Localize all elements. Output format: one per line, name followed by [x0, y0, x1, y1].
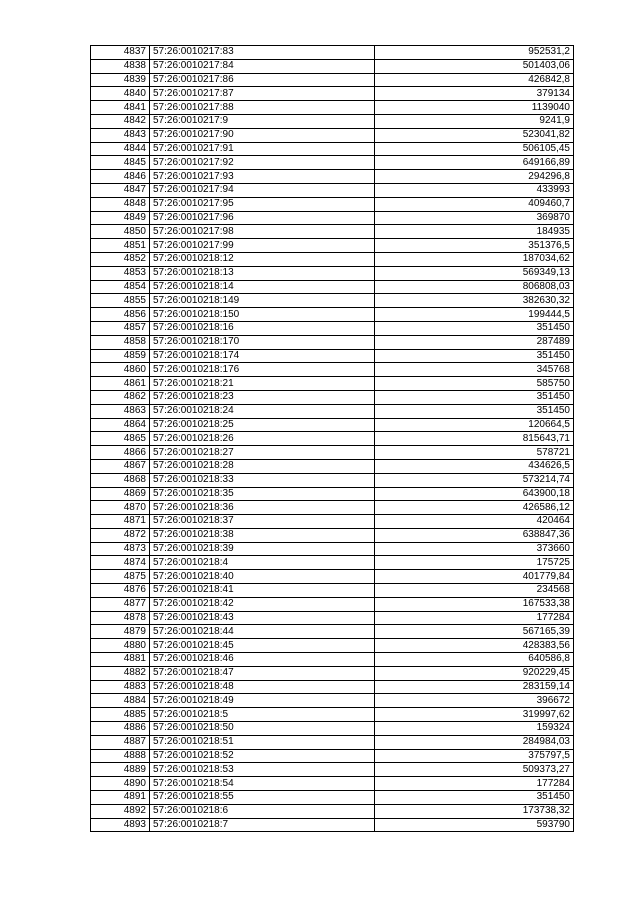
row-number-cell: 4862 [91, 390, 150, 404]
row-number-cell: 4867 [91, 459, 150, 473]
table-row [91, 142, 574, 156]
row-number-cell: 4877 [91, 597, 150, 611]
table-row [91, 280, 574, 294]
table-row [91, 294, 574, 308]
value-cell: 319997,62 [375, 708, 574, 722]
table-row [91, 749, 574, 763]
row-number-cell: 4841 [91, 101, 150, 115]
row-number-cell: 4885 [91, 708, 150, 722]
row-number-cell: 4876 [91, 584, 150, 598]
value-cell: 173738,32 [375, 804, 574, 818]
cadastral-number-cell: 57:26:0010218:37 [150, 515, 375, 529]
row-number-cell: 4843 [91, 128, 150, 142]
row-number-cell: 4849 [91, 211, 150, 225]
value-cell: 159324 [375, 722, 574, 736]
row-number-cell: 4868 [91, 473, 150, 487]
table-row [91, 611, 574, 625]
value-cell: 426586,12 [375, 501, 574, 515]
row-number-cell: 4864 [91, 418, 150, 432]
cadastral-number-cell: 57:26:0010218:12 [150, 252, 375, 266]
table-row [91, 570, 574, 584]
cadastral-number-cell: 57:26:0010218:16 [150, 321, 375, 335]
cadastral-number-cell: 57:26:0010218:149 [150, 294, 375, 308]
table-row [91, 528, 574, 542]
value-cell: 167533,38 [375, 597, 574, 611]
row-number-cell: 4860 [91, 363, 150, 377]
table-row [91, 308, 574, 322]
cadastral-number-cell: 57:26:0010218:54 [150, 777, 375, 791]
value-cell: 523041,82 [375, 128, 574, 142]
value-cell: 1139040 [375, 101, 574, 115]
row-number-cell: 4844 [91, 142, 150, 156]
cadastral-number-cell: 57:26:0010218:48 [150, 680, 375, 694]
cadastral-number-cell: 57:26:0010217:99 [150, 239, 375, 253]
row-number-cell: 4866 [91, 446, 150, 460]
cadastral-number-cell: 57:26:0010217:93 [150, 170, 375, 184]
cadastral-number-cell: 57:26:0010218:53 [150, 763, 375, 777]
table-row [91, 363, 574, 377]
cadastral-number-cell: 57:26:0010218:45 [150, 639, 375, 653]
value-cell: 509373,27 [375, 763, 574, 777]
table-row [91, 197, 574, 211]
value-cell: 284984,03 [375, 735, 574, 749]
table-row [91, 708, 574, 722]
cadastral-number-cell: 57:26:0010218:35 [150, 487, 375, 501]
value-cell: 351450 [375, 349, 574, 363]
row-number-cell: 4870 [91, 501, 150, 515]
value-cell: 573214,74 [375, 473, 574, 487]
cadastral-number-cell: 57:26:0010218:174 [150, 349, 375, 363]
value-cell: 175725 [375, 556, 574, 570]
cadastral-number-cell: 57:26:0010218:50 [150, 722, 375, 736]
cadastral-number-cell: 57:26:0010218:41 [150, 584, 375, 598]
table-row [91, 473, 574, 487]
value-cell: 351450 [375, 321, 574, 335]
table-body [91, 46, 574, 832]
cadastral-number-cell: 57:26:0010218:42 [150, 597, 375, 611]
value-cell: 177284 [375, 611, 574, 625]
row-number-cell: 4871 [91, 515, 150, 529]
value-cell: 9241,9 [375, 114, 574, 128]
row-number-cell: 4858 [91, 335, 150, 349]
table-row [91, 666, 574, 680]
cadastral-number-cell: 57:26:0010218:47 [150, 666, 375, 680]
table-row [91, 625, 574, 639]
row-number-cell: 4852 [91, 252, 150, 266]
cadastral-number-cell: 57:26:0010218:21 [150, 377, 375, 391]
table-row [91, 73, 574, 87]
cadastral-number-cell: 57:26:0010218:25 [150, 418, 375, 432]
row-number-cell: 4880 [91, 639, 150, 653]
cadastral-number-cell: 57:26:0010217:83 [150, 46, 375, 60]
row-number-cell: 4853 [91, 266, 150, 280]
value-cell: 234568 [375, 584, 574, 598]
cadastral-number-cell: 57:26:0010218:36 [150, 501, 375, 515]
table-row [91, 487, 574, 501]
row-number-cell: 4856 [91, 308, 150, 322]
table-row [91, 101, 574, 115]
cadastral-number-cell: 57:26:0010218:51 [150, 735, 375, 749]
value-cell: 649166,89 [375, 156, 574, 170]
table-row [91, 556, 574, 570]
value-cell: 409460,7 [375, 197, 574, 211]
table-row [91, 321, 574, 335]
row-number-cell: 4890 [91, 777, 150, 791]
cadastral-number-cell: 57:26:0010218:46 [150, 653, 375, 667]
row-number-cell: 4857 [91, 321, 150, 335]
table-row [91, 639, 574, 653]
cadastral-number-cell: 57:26:0010217:96 [150, 211, 375, 225]
value-cell: 351450 [375, 404, 574, 418]
cadastral-number-cell: 57:26:0010217:84 [150, 59, 375, 73]
row-number-cell: 4887 [91, 735, 150, 749]
row-number-cell: 4848 [91, 197, 150, 211]
row-number-cell: 4851 [91, 239, 150, 253]
row-number-cell: 4873 [91, 542, 150, 556]
row-number-cell: 4875 [91, 570, 150, 584]
value-cell: 434626,5 [375, 459, 574, 473]
value-cell: 351450 [375, 390, 574, 404]
value-cell: 351450 [375, 791, 574, 805]
row-number-cell: 4892 [91, 804, 150, 818]
table-row [91, 183, 574, 197]
table-row [91, 653, 574, 667]
cadastral-number-cell: 57:26:0010217:9 [150, 114, 375, 128]
row-number-cell: 4838 [91, 59, 150, 73]
table-row [91, 252, 574, 266]
table-row [91, 791, 574, 805]
cadastral-number-cell: 57:26:0010217:91 [150, 142, 375, 156]
cadastral-number-cell: 57:26:0010217:87 [150, 87, 375, 101]
value-cell: 433993 [375, 183, 574, 197]
table-row [91, 225, 574, 239]
table-row [91, 735, 574, 749]
cadastral-number-cell: 57:26:0010217:95 [150, 197, 375, 211]
value-cell: 351376,5 [375, 239, 574, 253]
table-row [91, 722, 574, 736]
table-row [91, 515, 574, 529]
cadastral-number-cell: 57:26:0010218:13 [150, 266, 375, 280]
row-number-cell: 4855 [91, 294, 150, 308]
value-cell: 806808,03 [375, 280, 574, 294]
table-row [91, 156, 574, 170]
cadastral-number-cell: 57:26:0010218:43 [150, 611, 375, 625]
table-row [91, 597, 574, 611]
value-cell: 428383,56 [375, 639, 574, 653]
value-cell: 643900,18 [375, 487, 574, 501]
row-number-cell: 4840 [91, 87, 150, 101]
table-row [91, 404, 574, 418]
row-number-cell: 4837 [91, 46, 150, 60]
cadastral-number-cell: 57:26:0010218:33 [150, 473, 375, 487]
cadastral-value-table [90, 45, 574, 832]
cadastral-number-cell: 57:26:0010218:44 [150, 625, 375, 639]
row-number-cell: 4869 [91, 487, 150, 501]
cadastral-number-cell: 57:26:0010218:5 [150, 708, 375, 722]
row-number-cell: 4888 [91, 749, 150, 763]
cadastral-number-cell: 57:26:0010218:27 [150, 446, 375, 460]
value-cell: 426842,8 [375, 73, 574, 87]
row-number-cell: 4874 [91, 556, 150, 570]
value-cell: 177284 [375, 777, 574, 791]
table-row [91, 501, 574, 515]
value-cell: 379134 [375, 87, 574, 101]
value-cell: 593790 [375, 818, 574, 832]
table-row [91, 446, 574, 460]
table-row [91, 170, 574, 184]
table-row [91, 349, 574, 363]
row-number-cell: 4854 [91, 280, 150, 294]
cadastral-number-cell: 57:26:0010218:14 [150, 280, 375, 294]
table-row [91, 390, 574, 404]
cadastral-number-cell: 57:26:0010218:39 [150, 542, 375, 556]
table-row [91, 584, 574, 598]
value-cell: 506105,45 [375, 142, 574, 156]
cadastral-number-cell: 57:26:0010218:49 [150, 694, 375, 708]
cadastral-number-cell: 57:26:0010218:23 [150, 390, 375, 404]
value-cell: 638847,36 [375, 528, 574, 542]
row-number-cell: 4861 [91, 377, 150, 391]
value-cell: 283159,14 [375, 680, 574, 694]
value-cell: 920229,45 [375, 666, 574, 680]
cadastral-number-cell: 57:26:0010217:86 [150, 73, 375, 87]
table-row [91, 211, 574, 225]
row-number-cell: 4863 [91, 404, 150, 418]
value-cell: 294296,8 [375, 170, 574, 184]
row-number-cell: 4884 [91, 694, 150, 708]
table-row [91, 114, 574, 128]
row-number-cell: 4846 [91, 170, 150, 184]
row-number-cell: 4878 [91, 611, 150, 625]
table-row [91, 763, 574, 777]
value-cell: 952531,2 [375, 46, 574, 60]
table-row [91, 804, 574, 818]
value-cell: 640586,8 [375, 653, 574, 667]
value-cell: 815643,71 [375, 432, 574, 446]
table-row [91, 335, 574, 349]
cadastral-number-cell: 57:26:0010217:94 [150, 183, 375, 197]
value-cell: 578721 [375, 446, 574, 460]
value-cell: 420464 [375, 515, 574, 529]
cadastral-number-cell: 57:26:0010218:170 [150, 335, 375, 349]
cadastral-number-cell: 57:26:0010218:176 [150, 363, 375, 377]
value-cell: 501403,06 [375, 59, 574, 73]
cadastral-number-cell: 57:26:0010218:4 [150, 556, 375, 570]
cadastral-number-cell: 57:26:0010218:40 [150, 570, 375, 584]
cadastral-number-cell: 57:26:0010217:88 [150, 101, 375, 115]
cadastral-number-cell: 57:26:0010218:55 [150, 791, 375, 805]
value-cell: 401779,84 [375, 570, 574, 584]
value-cell: 375797,5 [375, 749, 574, 763]
table-row [91, 680, 574, 694]
cadastral-number-cell: 57:26:0010218:24 [150, 404, 375, 418]
table-row [91, 418, 574, 432]
cadastral-number-cell: 57:26:0010217:98 [150, 225, 375, 239]
cadastral-number-cell: 57:26:0010218:7 [150, 818, 375, 832]
value-cell: 567165,39 [375, 625, 574, 639]
value-cell: 382630,32 [375, 294, 574, 308]
row-number-cell: 4859 [91, 349, 150, 363]
table-row [91, 266, 574, 280]
row-number-cell: 4883 [91, 680, 150, 694]
row-number-cell: 4842 [91, 114, 150, 128]
row-number-cell: 4872 [91, 528, 150, 542]
row-number-cell: 4839 [91, 73, 150, 87]
value-cell: 369870 [375, 211, 574, 225]
row-number-cell: 4893 [91, 818, 150, 832]
cadastral-number-cell: 57:26:0010218:26 [150, 432, 375, 446]
cadastral-number-cell: 57:26:0010217:90 [150, 128, 375, 142]
table-row [91, 377, 574, 391]
value-cell: 373660 [375, 542, 574, 556]
value-cell: 569349,13 [375, 266, 574, 280]
value-cell: 187034,62 [375, 252, 574, 266]
value-cell: 585750 [375, 377, 574, 391]
value-cell: 120664,5 [375, 418, 574, 432]
value-cell: 199444,5 [375, 308, 574, 322]
table-row [91, 694, 574, 708]
cadastral-number-cell: 57:26:0010218:150 [150, 308, 375, 322]
table-row [91, 87, 574, 101]
table-row [91, 777, 574, 791]
table-row [91, 46, 574, 60]
value-cell: 396672 [375, 694, 574, 708]
row-number-cell: 4850 [91, 225, 150, 239]
table-row [91, 432, 574, 446]
row-number-cell: 4847 [91, 183, 150, 197]
cadastral-number-cell: 57:26:0010218:38 [150, 528, 375, 542]
value-cell: 287489 [375, 335, 574, 349]
row-number-cell: 4886 [91, 722, 150, 736]
row-number-cell: 4882 [91, 666, 150, 680]
table-row [91, 128, 574, 142]
value-cell: 345768 [375, 363, 574, 377]
row-number-cell: 4881 [91, 653, 150, 667]
table-row [91, 459, 574, 473]
table-row [91, 542, 574, 556]
table-row [91, 239, 574, 253]
cadastral-number-cell: 57:26:0010218:6 [150, 804, 375, 818]
row-number-cell: 4891 [91, 791, 150, 805]
row-number-cell: 4845 [91, 156, 150, 170]
row-number-cell: 4879 [91, 625, 150, 639]
cadastral-number-cell: 57:26:0010217:92 [150, 156, 375, 170]
cadastral-number-cell: 57:26:0010218:28 [150, 459, 375, 473]
row-number-cell: 4889 [91, 763, 150, 777]
value-cell: 184935 [375, 225, 574, 239]
cadastral-number-cell: 57:26:0010218:52 [150, 749, 375, 763]
table-row [91, 818, 574, 832]
table-row [91, 59, 574, 73]
row-number-cell: 4865 [91, 432, 150, 446]
